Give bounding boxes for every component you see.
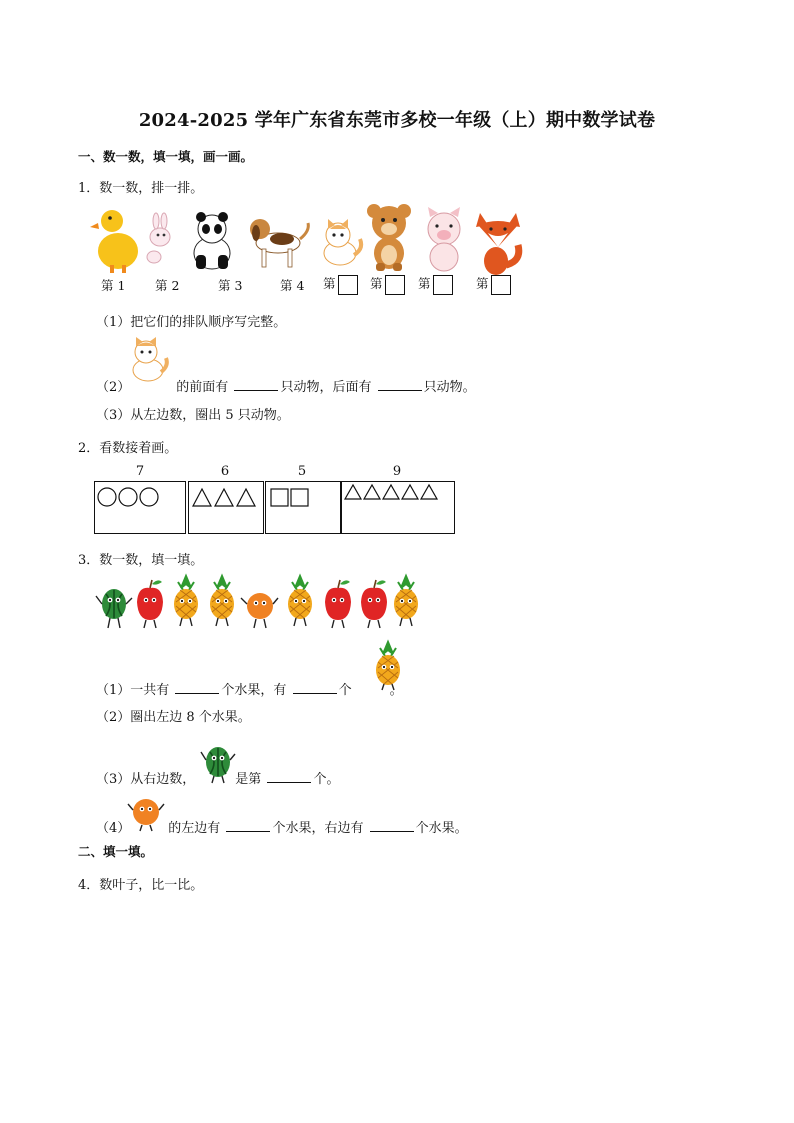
triangle-shape (364, 485, 380, 499)
q3-sub4-a: （4） (96, 821, 131, 836)
pineapple-icon (394, 576, 418, 626)
animal-label-3: 第 3 (218, 278, 243, 293)
triangle-shape (345, 485, 361, 499)
bear-icon (367, 204, 411, 271)
circles-group (95, 482, 185, 533)
animal-label-6-text: 第 (370, 276, 383, 291)
answer-blank[interactable] (378, 378, 422, 391)
animal-label-8 (476, 274, 511, 295)
orange-icon (241, 593, 278, 628)
number-label-1: 7 (135, 464, 145, 479)
number-label-3: 5 (297, 464, 307, 479)
q1-sub2-prefix: （2） (96, 380, 131, 395)
q3-sub4 (96, 817, 468, 836)
animal-label-7 (418, 274, 453, 295)
q3-sub1-d: 。 (389, 683, 403, 698)
q3-sub3-b: 是第 (235, 772, 262, 787)
triangle-shape (215, 489, 233, 506)
square-shape (291, 489, 308, 506)
q3-sub4-b: 的左边有 (168, 821, 221, 836)
answer-blank[interactable] (175, 681, 219, 694)
q3-sub2: （2）圈出左边 8 个水果。 (96, 710, 251, 725)
section-heading-1: 一、数一数，填一填，画一画。 (78, 149, 254, 164)
triangle-shape (402, 485, 418, 499)
q3-sub1-c: 个 (338, 683, 352, 698)
triangles-group (342, 482, 454, 533)
q1-sub2-mid: 只动物，后面有 (280, 380, 372, 395)
triangle-shape (383, 485, 399, 499)
drawing-box-2[interactable] (188, 481, 264, 534)
answer-blank[interactable] (234, 378, 278, 391)
question-4-stem: 4．数叶子，比一比。 (78, 878, 204, 893)
q1-sub2-text: 的前面有 (176, 380, 229, 395)
animal-label-4: 第 4 (280, 278, 305, 293)
animal-label-2: 第 2 (155, 278, 180, 293)
triangles-group (189, 482, 263, 533)
q1-sub1: （1）把它们的排队顺序写完整。 (96, 315, 287, 330)
panda-icon (194, 212, 230, 269)
animal-label-8-text: 第 (476, 276, 489, 291)
answer-box-6[interactable] (385, 275, 405, 295)
question-3-stem: 3．数一数，填一填。 (78, 553, 204, 568)
animal-label-7-text: 第 (418, 276, 431, 291)
animal-label-1: 第 1 (101, 278, 126, 293)
drawing-box-1[interactable] (94, 481, 186, 534)
page-title: 2024-2025 学年广东省东莞市多校一年级（上）期中数学试卷 (138, 110, 656, 131)
pineapple-icon (210, 576, 234, 626)
circle-shape (140, 488, 158, 506)
watermelon-icon (96, 589, 132, 628)
answer-blank[interactable] (370, 819, 414, 832)
apple-icon (137, 580, 163, 628)
answer-box-7[interactable] (433, 275, 453, 295)
pineapple-icon (174, 576, 198, 626)
q1-sub2 (96, 376, 476, 395)
apple-icon (361, 580, 387, 628)
animal-label-5-text: 第 (323, 276, 336, 291)
circle-shape (119, 488, 137, 506)
q3-sub3-a: （3）从右边数， (96, 772, 196, 787)
answer-box-5[interactable] (338, 275, 358, 295)
answer-blank[interactable] (226, 819, 270, 832)
squares-group (266, 482, 340, 533)
number-label-2: 6 (220, 464, 230, 479)
q3-sub1-a: （1）一共有 (96, 683, 170, 698)
section-heading-2: 二、填一填。 (78, 844, 154, 859)
question-2-stem: 2．看数接着画。 (78, 441, 178, 456)
question-1-stem: 1．数一数，排一排。 (78, 181, 204, 196)
square-shape (271, 489, 288, 506)
fruit-row (96, 574, 426, 632)
answer-blank[interactable] (267, 770, 311, 783)
q3-sub3-c: 个。 (313, 772, 340, 787)
triangle-shape (193, 489, 211, 506)
answer-blank[interactable] (293, 681, 337, 694)
dog-icon (250, 219, 308, 267)
answer-box-8[interactable] (491, 275, 511, 295)
rabbit-icon (147, 213, 170, 263)
animal-label-6 (370, 274, 405, 295)
pineapple-icon (288, 576, 312, 626)
triangle-shape (421, 485, 437, 499)
q3-sub4-c: 个水果，右边有 (272, 821, 364, 836)
animal-label-5 (323, 274, 358, 295)
drawing-box-4[interactable] (341, 481, 455, 534)
drawing-box-3[interactable] (265, 481, 341, 534)
number-label-4: 9 (392, 464, 402, 479)
pig-icon (428, 207, 460, 271)
q3-sub3 (96, 768, 339, 787)
animal-row (90, 205, 530, 275)
q1-sub3: （3）从左边数，圈出 5 只动物。 (96, 408, 290, 423)
apple-icon (325, 580, 351, 628)
triangle-shape (237, 489, 255, 506)
q3-sub1-b: 个水果，有 (221, 683, 287, 698)
q3-sub4-d: 个水果。 (415, 821, 468, 836)
cat-icon (324, 219, 361, 265)
circle-shape (98, 488, 116, 506)
fox-icon (476, 213, 520, 275)
duck-icon (90, 210, 138, 273)
q1-sub2-end: 只动物。 (423, 380, 476, 395)
q3-sub1 (96, 679, 403, 698)
